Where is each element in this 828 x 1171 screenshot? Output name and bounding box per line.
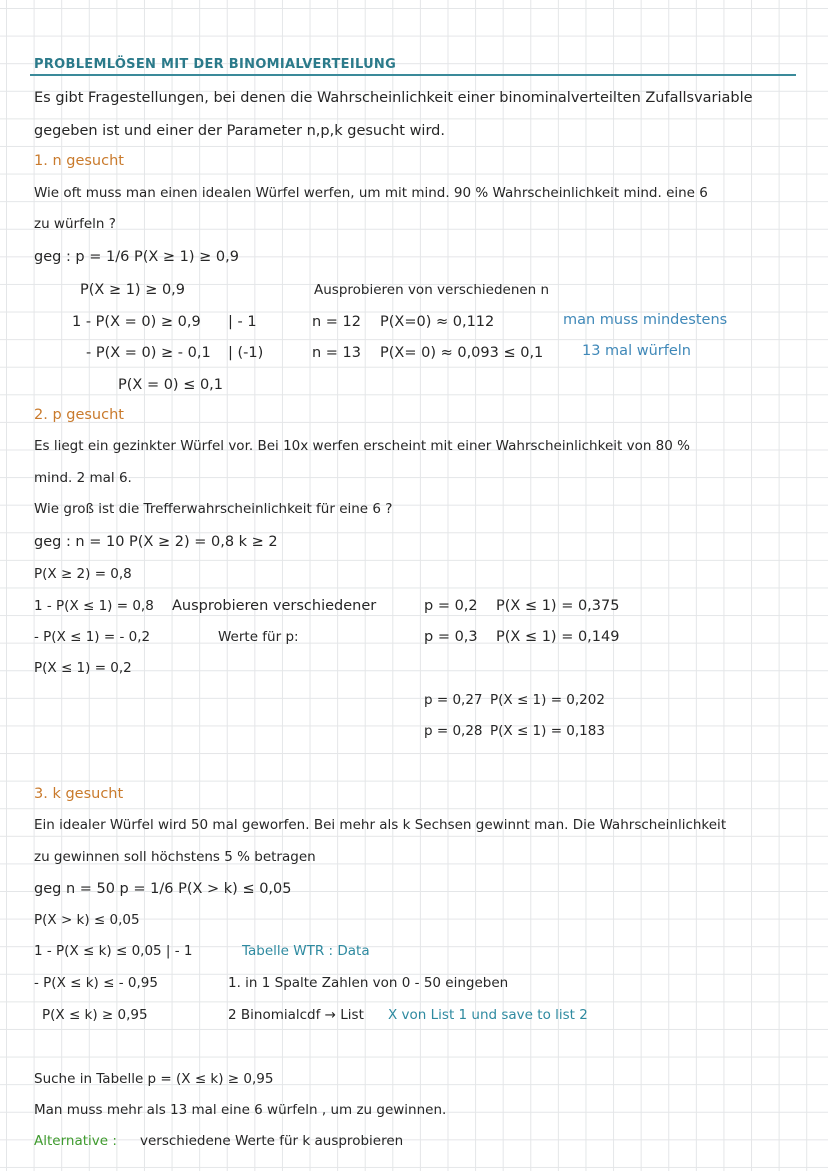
section-2-question-1: Es liegt ein gezinkter Würfel vor. Bei 10x werfen erscheint mit einer Wahrscheinlichkeit von 80 % [34, 438, 690, 454]
section-1-try-n-2: n = 13 [312, 345, 362, 361]
section-1-heading: 1. n gesucht [34, 153, 124, 169]
section-3-table-heading: Tabelle WTR : Data [242, 943, 370, 959]
section-3-conclusion: Man muss mehr als 13 mal eine 6 würfeln , um zu gewinnen. [34, 1102, 447, 1118]
section-3-given: geg n = 50 p = 1/6 P(X > k) ≤ 0,05 [34, 881, 292, 897]
section-1-result-2: 13 mal würfeln [582, 343, 691, 359]
section-1-try-n-1: n = 12 [312, 314, 362, 330]
section-1-try-p-1: P(X=0) ≈ 0,112 [380, 314, 495, 330]
section-2-heading: 2. p gesucht [34, 407, 124, 423]
section-3-question-2: zu gewinnen soll höchstens 5 % betragen [34, 849, 316, 865]
section-2-given: geg : n = 10 P(X ≥ 2) = 0,8 k ≥ 2 [34, 534, 278, 550]
section-2-step-4: P(X ≤ 1) = 0,2 [34, 660, 132, 676]
section-3-table-step-2: 2 Binomialcdf → List [228, 1007, 364, 1023]
section-3-alternative-label: Alternative : [34, 1133, 117, 1149]
section-3-alternative-text: verschiedene Werte für k ausprobieren [140, 1133, 404, 1149]
section-3-step-4: P(X ≤ k) ≥ 0,95 [42, 1007, 148, 1023]
section-1-step-2: 1 - P(X = 0) ≥ 0,9 [72, 314, 201, 330]
section-3-heading: 3. k gesucht [34, 786, 124, 802]
section-3-step-3: - P(X ≤ k) ≤ - 0,95 [34, 975, 158, 991]
page-title: PROBLEMLÖSEN MIT DER BINOMIALVERTEILUNG [34, 57, 397, 72]
section-2-step-2: 1 - P(X ≤ 1) = 0,8 [34, 598, 154, 614]
section-1-question-2: zu würfeln ? [34, 216, 116, 232]
section-3-question-1: Ein idealer Würfel wird 50 mal geworfen. Bei mehr als k Sechsen gewinnt man. Die Wahrscheinlichkeit [34, 817, 727, 833]
section-1-try-p-2: P(X= 0) ≈ 0,093 ≤ 0,1 [380, 345, 544, 361]
section-2-try-heading-2: Werte für p: [218, 629, 299, 645]
section-3-step-2: 1 - P(X ≤ k) ≤ 0,05 | - 1 [34, 943, 193, 959]
section-2-try-p-3: p = 0,27 [424, 692, 483, 708]
intro-line-2: gegeben ist und einer der Parameter n,p,k gesucht wird. [34, 123, 445, 139]
section-1-given: geg : p = 1/6 P(X ≥ 1) ≥ 0,9 [34, 249, 239, 265]
section-2-try-v-3: P(X ≤ 1) = 0,202 [490, 692, 605, 708]
section-3-table-step-1: 1. in 1 Spalte Zahlen von 0 - 50 eingeben [228, 975, 509, 991]
section-2-step-3: - P(X ≤ 1) = - 0,2 [34, 629, 151, 645]
section-1-question-1: Wie oft muss man einen idealen Würfel werfen, um mit mind. 90 % Wahrscheinlichkeit mind. eine 6 [34, 185, 708, 201]
section-2-try-p-1: p = 0,2 [424, 598, 478, 614]
intro-line-1: Es gibt Fragestellungen, bei denen die Wahrscheinlichkeit einer binominalverteilten Zufallsvariable [34, 90, 753, 106]
section-1-try-heading: Ausprobieren von verschiedenen n [314, 282, 550, 298]
title-underline [30, 74, 796, 76]
section-2-try-p-4: p = 0,28 [424, 723, 483, 739]
section-1-op-2: | (-1) [228, 345, 264, 361]
section-1-step-1: P(X ≥ 1) ≥ 0,9 [80, 282, 186, 298]
section-2-try-heading-1: Ausprobieren verschiedener [172, 598, 377, 614]
section-2-try-v-4: P(X ≤ 1) = 0,183 [490, 723, 605, 739]
section-1-step-4: P(X = 0) ≤ 0,1 [118, 377, 224, 393]
section-2-try-v-1: P(X ≤ 1) = 0,375 [496, 598, 620, 614]
section-1-op-1: | - 1 [228, 314, 257, 330]
section-1-result-1: man muss mindestens [563, 312, 728, 328]
section-2-try-v-2: P(X ≤ 1) = 0,149 [496, 629, 620, 645]
section-2-question-3: Wie groß ist die Trefferwahrscheinlichkeit für eine 6 ? [34, 501, 393, 517]
section-2-try-p-2: p = 0,3 [424, 629, 478, 645]
section-3-table-step-2-tail: X von List 1 und save to list 2 [388, 1007, 588, 1023]
section-2-question-2: mind. 2 mal 6. [34, 470, 132, 486]
section-2-step-1: P(X ≥ 2) = 0,8 [34, 566, 132, 582]
section-3-search: Suche in Tabelle p = (X ≤ k) ≥ 0,95 [34, 1071, 274, 1087]
section-1-step-3: - P(X = 0) ≥ - 0,1 [86, 345, 211, 361]
section-3-step-1: P(X > k) ≤ 0,05 [34, 912, 140, 928]
